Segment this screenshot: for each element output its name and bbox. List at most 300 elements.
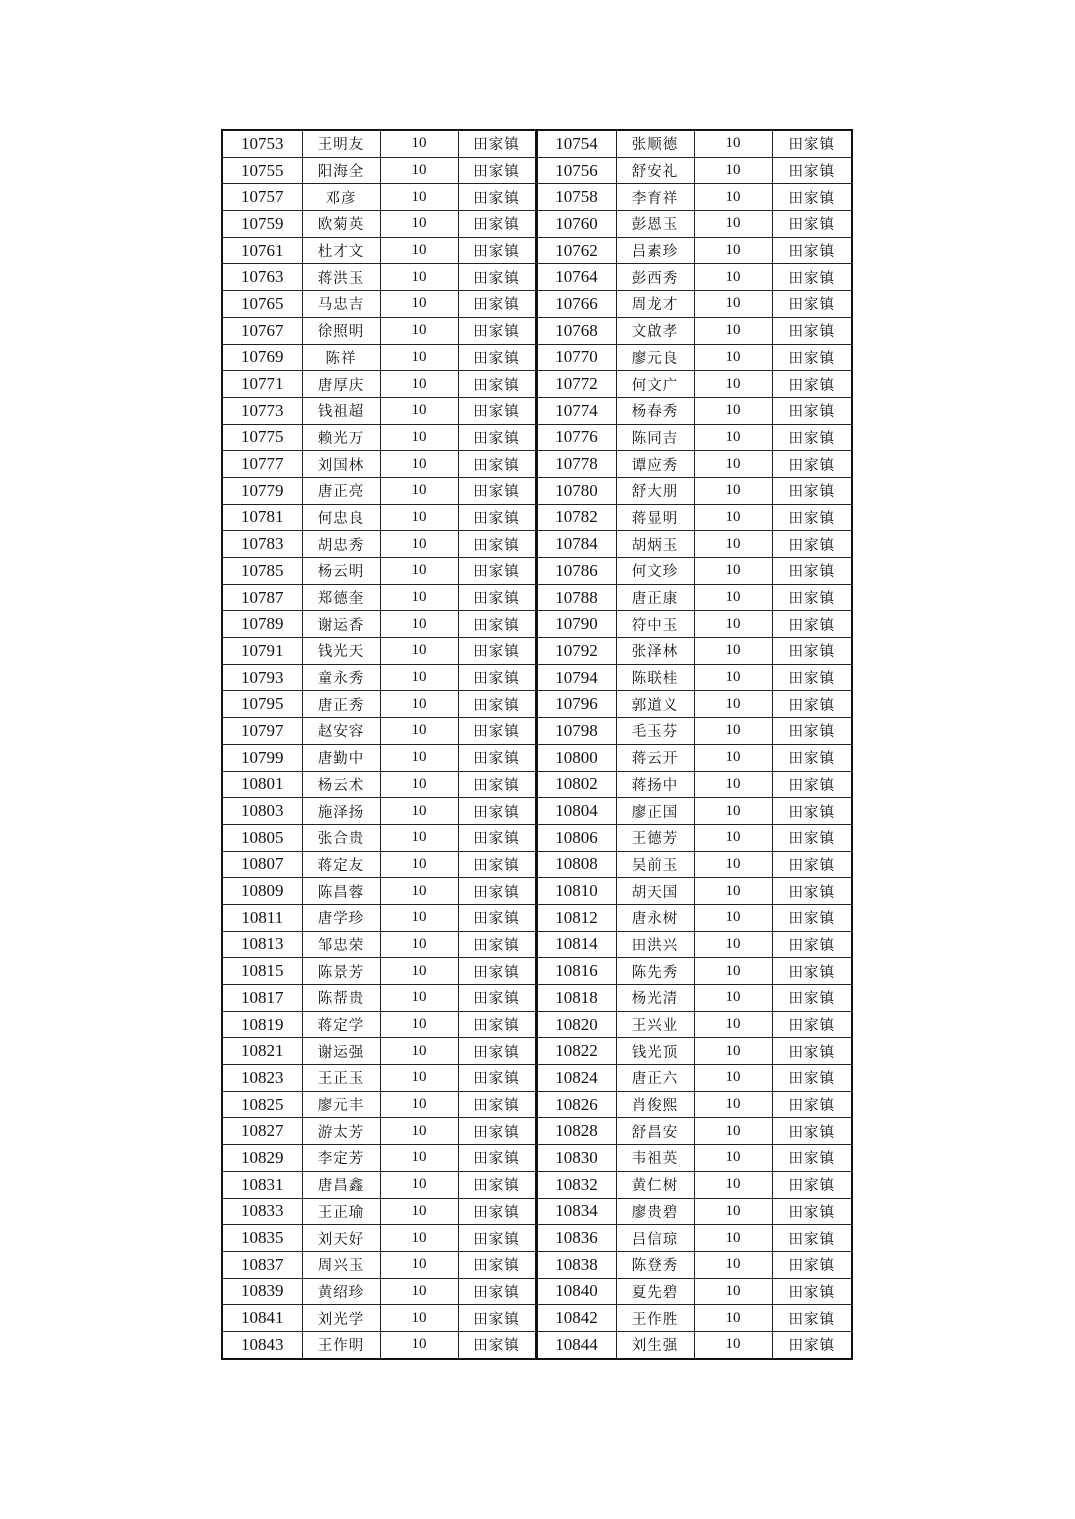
right-person-name-cell: 谭应秀 (616, 451, 694, 478)
right-person-name-cell: 肖俊熙 (616, 1091, 694, 1118)
right-record-id-cell: 10758 (536, 184, 616, 211)
right-person-name-cell: 王德芳 (616, 824, 694, 851)
right-record-id-cell: 10836 (536, 1225, 616, 1252)
right-record-id-cell: 10776 (536, 424, 616, 451)
right-amount-cell: 10 (694, 584, 772, 611)
left-record-id-cell: 10817 (222, 985, 302, 1012)
left-record-id-cell: 10839 (222, 1278, 302, 1305)
left-person-name-cell: 刘光学 (302, 1305, 380, 1332)
left-record-id-cell: 10771 (222, 371, 302, 398)
left-amount-cell: 10 (380, 958, 458, 985)
left-amount-cell: 10 (380, 584, 458, 611)
right-record-id-cell: 10818 (536, 985, 616, 1012)
right-amount-cell: 10 (694, 184, 772, 211)
right-person-name-cell: 杨春秀 (616, 397, 694, 424)
right-person-name-cell: 唐正康 (616, 584, 694, 611)
right-record-id-cell: 10766 (536, 291, 616, 318)
left-person-name-cell: 胡忠秀 (302, 531, 380, 558)
right-person-name-cell: 郭道义 (616, 691, 694, 718)
right-town-name-cell: 田家镇 (772, 130, 852, 157)
right-person-name-cell: 唐正六 (616, 1065, 694, 1092)
left-town-name-cell: 田家镇 (458, 798, 536, 825)
left-town-name-cell: 田家镇 (458, 1331, 536, 1358)
right-record-id-cell: 10838 (536, 1251, 616, 1278)
right-town-name-cell: 田家镇 (772, 184, 852, 211)
left-record-id-cell: 10773 (222, 397, 302, 424)
left-amount-cell: 10 (380, 1251, 458, 1278)
right-person-name-cell: 彭西秀 (616, 264, 694, 291)
right-town-name-cell: 田家镇 (772, 1065, 852, 1092)
right-town-name-cell: 田家镇 (772, 1331, 852, 1358)
right-person-name-cell: 刘生强 (616, 1331, 694, 1358)
left-record-id-cell: 10761 (222, 237, 302, 264)
right-town-name-cell: 田家镇 (772, 958, 852, 985)
left-record-id-cell: 10783 (222, 531, 302, 558)
right-record-id-cell: 10832 (536, 1171, 616, 1198)
right-amount-cell: 10 (694, 798, 772, 825)
table-row (222, 1091, 852, 1118)
left-record-id-cell: 10757 (222, 184, 302, 211)
right-amount-cell: 10 (694, 237, 772, 264)
right-amount-cell: 10 (694, 157, 772, 184)
table-row (222, 531, 852, 558)
left-person-name-cell: 欧菊英 (302, 211, 380, 238)
left-amount-cell: 10 (380, 424, 458, 451)
right-person-name-cell: 陈联桂 (616, 664, 694, 691)
left-person-name-cell: 赵安容 (302, 718, 380, 745)
right-town-name-cell: 田家镇 (772, 371, 852, 398)
left-town-name-cell: 田家镇 (458, 397, 536, 424)
left-amount-cell: 10 (380, 878, 458, 905)
right-amount-cell: 10 (694, 851, 772, 878)
left-record-id-cell: 10805 (222, 824, 302, 851)
right-amount-cell: 10 (694, 824, 772, 851)
right-town-name-cell: 田家镇 (772, 611, 852, 638)
right-amount-cell: 10 (694, 504, 772, 531)
left-record-id-cell: 10769 (222, 344, 302, 371)
right-town-name-cell: 田家镇 (772, 1305, 852, 1332)
left-person-name-cell: 黄绍珍 (302, 1278, 380, 1305)
left-amount-cell: 10 (380, 904, 458, 931)
left-person-name-cell: 李定芳 (302, 1145, 380, 1172)
left-amount-cell: 10 (380, 1331, 458, 1358)
left-town-name-cell: 田家镇 (458, 611, 536, 638)
right-town-name-cell: 田家镇 (772, 904, 852, 931)
right-amount-cell: 10 (694, 664, 772, 691)
left-town-name-cell: 田家镇 (458, 317, 536, 344)
left-person-name-cell: 游太芳 (302, 1118, 380, 1145)
right-person-name-cell: 杨光清 (616, 985, 694, 1012)
right-town-name-cell: 田家镇 (772, 1145, 852, 1172)
table-row (222, 184, 852, 211)
right-record-id-cell: 10756 (536, 157, 616, 184)
right-amount-cell: 10 (694, 371, 772, 398)
right-amount-cell: 10 (694, 211, 772, 238)
table-row (222, 1171, 852, 1198)
left-town-name-cell: 田家镇 (458, 451, 536, 478)
table-row (222, 931, 852, 958)
left-record-id-cell: 10825 (222, 1091, 302, 1118)
left-person-name-cell: 施泽扬 (302, 798, 380, 825)
right-town-name-cell: 田家镇 (772, 1091, 852, 1118)
left-person-name-cell: 唐勤中 (302, 744, 380, 771)
right-record-id-cell: 10778 (536, 451, 616, 478)
left-record-id-cell: 10799 (222, 744, 302, 771)
right-record-id-cell: 10780 (536, 477, 616, 504)
left-amount-cell: 10 (380, 264, 458, 291)
right-amount-cell: 10 (694, 558, 772, 585)
right-record-id-cell: 10782 (536, 504, 616, 531)
right-amount-cell: 10 (694, 1091, 772, 1118)
right-record-id-cell: 10762 (536, 237, 616, 264)
left-town-name-cell: 田家镇 (458, 931, 536, 958)
left-person-name-cell: 杜才文 (302, 237, 380, 264)
right-record-id-cell: 10798 (536, 718, 616, 745)
left-amount-cell: 10 (380, 1225, 458, 1252)
left-amount-cell: 10 (380, 931, 458, 958)
right-record-id-cell: 10822 (536, 1038, 616, 1065)
right-town-name-cell: 田家镇 (772, 744, 852, 771)
table-row (222, 1278, 852, 1305)
right-record-id-cell: 10760 (536, 211, 616, 238)
roster-table-body (222, 130, 852, 1359)
right-amount-cell: 10 (694, 130, 772, 157)
right-amount-cell: 10 (694, 878, 772, 905)
table-row (222, 397, 852, 424)
right-town-name-cell: 田家镇 (772, 1225, 852, 1252)
table-row (222, 904, 852, 931)
right-person-name-cell: 舒安礼 (616, 157, 694, 184)
left-amount-cell: 10 (380, 1171, 458, 1198)
left-town-name-cell: 田家镇 (458, 477, 536, 504)
right-person-name-cell: 彭恩玉 (616, 211, 694, 238)
left-town-name-cell: 田家镇 (458, 558, 536, 585)
table-row (222, 1198, 852, 1225)
right-person-name-cell: 文啟孝 (616, 317, 694, 344)
right-person-name-cell: 胡炳玉 (616, 531, 694, 558)
left-person-name-cell: 赖光万 (302, 424, 380, 451)
right-town-name-cell: 田家镇 (772, 691, 852, 718)
left-person-name-cell: 周兴玉 (302, 1251, 380, 1278)
left-town-name-cell: 田家镇 (458, 344, 536, 371)
right-person-name-cell: 田洪兴 (616, 931, 694, 958)
right-person-name-cell: 毛玉芬 (616, 718, 694, 745)
left-town-name-cell: 田家镇 (458, 130, 536, 157)
table-row (222, 958, 852, 985)
right-person-name-cell: 胡天国 (616, 878, 694, 905)
right-record-id-cell: 10830 (536, 1145, 616, 1172)
table-row (222, 477, 852, 504)
left-record-id-cell: 10789 (222, 611, 302, 638)
right-person-name-cell: 夏先碧 (616, 1278, 694, 1305)
left-town-name-cell: 田家镇 (458, 504, 536, 531)
left-amount-cell: 10 (380, 985, 458, 1012)
left-record-id-cell: 10823 (222, 1065, 302, 1092)
right-record-id-cell: 10784 (536, 531, 616, 558)
right-town-name-cell: 田家镇 (772, 504, 852, 531)
right-amount-cell: 10 (694, 691, 772, 718)
table-row (222, 1251, 852, 1278)
table-row (222, 744, 852, 771)
left-person-name-cell: 谢运强 (302, 1038, 380, 1065)
left-record-id-cell: 10755 (222, 157, 302, 184)
left-amount-cell: 10 (380, 237, 458, 264)
table-row (222, 1145, 852, 1172)
right-record-id-cell: 10788 (536, 584, 616, 611)
left-amount-cell: 10 (380, 824, 458, 851)
left-amount-cell: 10 (380, 851, 458, 878)
right-town-name-cell: 田家镇 (772, 638, 852, 665)
right-record-id-cell: 10800 (536, 744, 616, 771)
right-record-id-cell: 10820 (536, 1011, 616, 1038)
table-row (222, 718, 852, 745)
right-amount-cell: 10 (694, 264, 772, 291)
left-person-name-cell: 廖元丰 (302, 1091, 380, 1118)
table-row (222, 584, 852, 611)
right-record-id-cell: 10824 (536, 1065, 616, 1092)
right-amount-cell: 10 (694, 638, 772, 665)
right-person-name-cell: 廖贵碧 (616, 1198, 694, 1225)
right-town-name-cell: 田家镇 (772, 985, 852, 1012)
left-person-name-cell: 钱光天 (302, 638, 380, 665)
right-town-name-cell: 田家镇 (772, 291, 852, 318)
left-record-id-cell: 10835 (222, 1225, 302, 1252)
left-amount-cell: 10 (380, 1065, 458, 1092)
table-row (222, 1305, 852, 1332)
right-record-id-cell: 10774 (536, 397, 616, 424)
right-person-name-cell: 陈同吉 (616, 424, 694, 451)
table-row (222, 291, 852, 318)
right-town-name-cell: 田家镇 (772, 451, 852, 478)
left-amount-cell: 10 (380, 611, 458, 638)
table-row (222, 504, 852, 531)
left-amount-cell: 10 (380, 130, 458, 157)
right-town-name-cell: 田家镇 (772, 584, 852, 611)
left-amount-cell: 10 (380, 744, 458, 771)
table-row (222, 237, 852, 264)
left-town-name-cell: 田家镇 (458, 878, 536, 905)
left-town-name-cell: 田家镇 (458, 664, 536, 691)
right-person-name-cell: 黄仁树 (616, 1171, 694, 1198)
right-amount-cell: 10 (694, 291, 772, 318)
right-record-id-cell: 10844 (536, 1331, 616, 1358)
right-person-name-cell: 吕素珍 (616, 237, 694, 264)
right-town-name-cell: 田家镇 (772, 931, 852, 958)
right-person-name-cell: 蒋显明 (616, 504, 694, 531)
right-amount-cell: 10 (694, 958, 772, 985)
left-person-name-cell: 王正玉 (302, 1065, 380, 1092)
left-person-name-cell: 蒋定学 (302, 1011, 380, 1038)
right-record-id-cell: 10794 (536, 664, 616, 691)
left-person-name-cell: 何忠良 (302, 504, 380, 531)
right-amount-cell: 10 (694, 1305, 772, 1332)
right-person-name-cell: 舒大朋 (616, 477, 694, 504)
right-town-name-cell: 田家镇 (772, 1198, 852, 1225)
right-town-name-cell: 田家镇 (772, 237, 852, 264)
left-record-id-cell: 10753 (222, 130, 302, 157)
left-record-id-cell: 10813 (222, 931, 302, 958)
right-record-id-cell: 10802 (536, 771, 616, 798)
left-record-id-cell: 10777 (222, 451, 302, 478)
left-town-name-cell: 田家镇 (458, 1251, 536, 1278)
left-person-name-cell: 唐厚庆 (302, 371, 380, 398)
right-amount-cell: 10 (694, 477, 772, 504)
right-amount-cell: 10 (694, 1118, 772, 1145)
right-person-name-cell: 符中玉 (616, 611, 694, 638)
table-row (222, 130, 852, 157)
right-town-name-cell: 田家镇 (772, 664, 852, 691)
right-person-name-cell: 王兴业 (616, 1011, 694, 1038)
table-row (222, 558, 852, 585)
left-record-id-cell: 10787 (222, 584, 302, 611)
left-person-name-cell: 陈昌蓉 (302, 878, 380, 905)
left-record-id-cell: 10811 (222, 904, 302, 931)
left-person-name-cell: 童永秀 (302, 664, 380, 691)
left-person-name-cell: 蒋洪玉 (302, 264, 380, 291)
left-town-name-cell: 田家镇 (458, 1171, 536, 1198)
roster-table (221, 129, 853, 1360)
left-town-name-cell: 田家镇 (458, 904, 536, 931)
right-person-name-cell: 廖正国 (616, 798, 694, 825)
table-row (222, 1118, 852, 1145)
table-row (222, 985, 852, 1012)
left-person-name-cell: 张合贵 (302, 824, 380, 851)
left-amount-cell: 10 (380, 317, 458, 344)
left-record-id-cell: 10785 (222, 558, 302, 585)
right-amount-cell: 10 (694, 1225, 772, 1252)
left-town-name-cell: 田家镇 (458, 1118, 536, 1145)
left-amount-cell: 10 (380, 691, 458, 718)
roster-table-container (221, 129, 853, 1360)
left-amount-cell: 10 (380, 1278, 458, 1305)
right-amount-cell: 10 (694, 424, 772, 451)
left-town-name-cell: 田家镇 (458, 1278, 536, 1305)
right-amount-cell: 10 (694, 718, 772, 745)
left-person-name-cell: 王正瑜 (302, 1198, 380, 1225)
left-town-name-cell: 田家镇 (458, 691, 536, 718)
left-person-name-cell: 邓彦 (302, 184, 380, 211)
left-town-name-cell: 田家镇 (458, 1305, 536, 1332)
left-person-name-cell: 邹忠荣 (302, 931, 380, 958)
left-person-name-cell: 徐照明 (302, 317, 380, 344)
left-record-id-cell: 10765 (222, 291, 302, 318)
left-amount-cell: 10 (380, 1198, 458, 1225)
right-amount-cell: 10 (694, 344, 772, 371)
left-town-name-cell: 田家镇 (458, 718, 536, 745)
left-town-name-cell: 田家镇 (458, 851, 536, 878)
right-town-name-cell: 田家镇 (772, 558, 852, 585)
right-person-name-cell: 陈先秀 (616, 958, 694, 985)
left-town-name-cell: 田家镇 (458, 531, 536, 558)
left-town-name-cell: 田家镇 (458, 958, 536, 985)
right-person-name-cell: 廖元良 (616, 344, 694, 371)
right-town-name-cell: 田家镇 (772, 824, 852, 851)
right-record-id-cell: 10814 (536, 931, 616, 958)
right-record-id-cell: 10772 (536, 371, 616, 398)
left-record-id-cell: 10809 (222, 878, 302, 905)
table-row (222, 264, 852, 291)
left-amount-cell: 10 (380, 477, 458, 504)
right-record-id-cell: 10796 (536, 691, 616, 718)
right-amount-cell: 10 (694, 744, 772, 771)
left-amount-cell: 10 (380, 531, 458, 558)
left-record-id-cell: 10791 (222, 638, 302, 665)
left-amount-cell: 10 (380, 798, 458, 825)
right-town-name-cell: 田家镇 (772, 264, 852, 291)
right-person-name-cell: 吕信琼 (616, 1225, 694, 1252)
left-record-id-cell: 10829 (222, 1145, 302, 1172)
table-row (222, 798, 852, 825)
right-person-name-cell: 何文广 (616, 371, 694, 398)
table-row (222, 211, 852, 238)
right-town-name-cell: 田家镇 (772, 798, 852, 825)
right-record-id-cell: 10804 (536, 798, 616, 825)
right-town-name-cell: 田家镇 (772, 1171, 852, 1198)
left-amount-cell: 10 (380, 718, 458, 745)
right-person-name-cell: 张泽林 (616, 638, 694, 665)
left-amount-cell: 10 (380, 664, 458, 691)
left-town-name-cell: 田家镇 (458, 211, 536, 238)
right-amount-cell: 10 (694, 1145, 772, 1172)
right-town-name-cell: 田家镇 (772, 477, 852, 504)
left-town-name-cell: 田家镇 (458, 584, 536, 611)
left-record-id-cell: 10767 (222, 317, 302, 344)
right-record-id-cell: 10834 (536, 1198, 616, 1225)
right-amount-cell: 10 (694, 451, 772, 478)
left-town-name-cell: 田家镇 (458, 371, 536, 398)
right-amount-cell: 10 (694, 611, 772, 638)
left-record-id-cell: 10779 (222, 477, 302, 504)
left-record-id-cell: 10833 (222, 1198, 302, 1225)
table-row (222, 878, 852, 905)
right-amount-cell: 10 (694, 985, 772, 1012)
table-row (222, 317, 852, 344)
table-row (222, 771, 852, 798)
right-town-name-cell: 田家镇 (772, 1038, 852, 1065)
right-person-name-cell: 唐永树 (616, 904, 694, 931)
right-person-name-cell: 何文珍 (616, 558, 694, 585)
right-town-name-cell: 田家镇 (772, 344, 852, 371)
table-row (222, 824, 852, 851)
right-town-name-cell: 田家镇 (772, 531, 852, 558)
right-record-id-cell: 10812 (536, 904, 616, 931)
left-town-name-cell: 田家镇 (458, 237, 536, 264)
left-amount-cell: 10 (380, 1118, 458, 1145)
right-record-id-cell: 10786 (536, 558, 616, 585)
left-amount-cell: 10 (380, 184, 458, 211)
left-amount-cell: 10 (380, 1038, 458, 1065)
left-person-name-cell: 马忠吉 (302, 291, 380, 318)
right-record-id-cell: 10790 (536, 611, 616, 638)
left-town-name-cell: 田家镇 (458, 291, 536, 318)
right-person-name-cell: 蒋扬中 (616, 771, 694, 798)
right-record-id-cell: 10792 (536, 638, 616, 665)
right-amount-cell: 10 (694, 531, 772, 558)
right-amount-cell: 10 (694, 1171, 772, 1198)
left-town-name-cell: 田家镇 (458, 1225, 536, 1252)
left-amount-cell: 10 (380, 157, 458, 184)
right-record-id-cell: 10754 (536, 130, 616, 157)
left-person-name-cell: 陈帮贵 (302, 985, 380, 1012)
table-row (222, 691, 852, 718)
right-person-name-cell: 张顺德 (616, 130, 694, 157)
left-record-id-cell: 10807 (222, 851, 302, 878)
left-town-name-cell: 田家镇 (458, 1011, 536, 1038)
left-town-name-cell: 田家镇 (458, 744, 536, 771)
right-town-name-cell: 田家镇 (772, 718, 852, 745)
left-record-id-cell: 10821 (222, 1038, 302, 1065)
right-person-name-cell: 蒋云开 (616, 744, 694, 771)
